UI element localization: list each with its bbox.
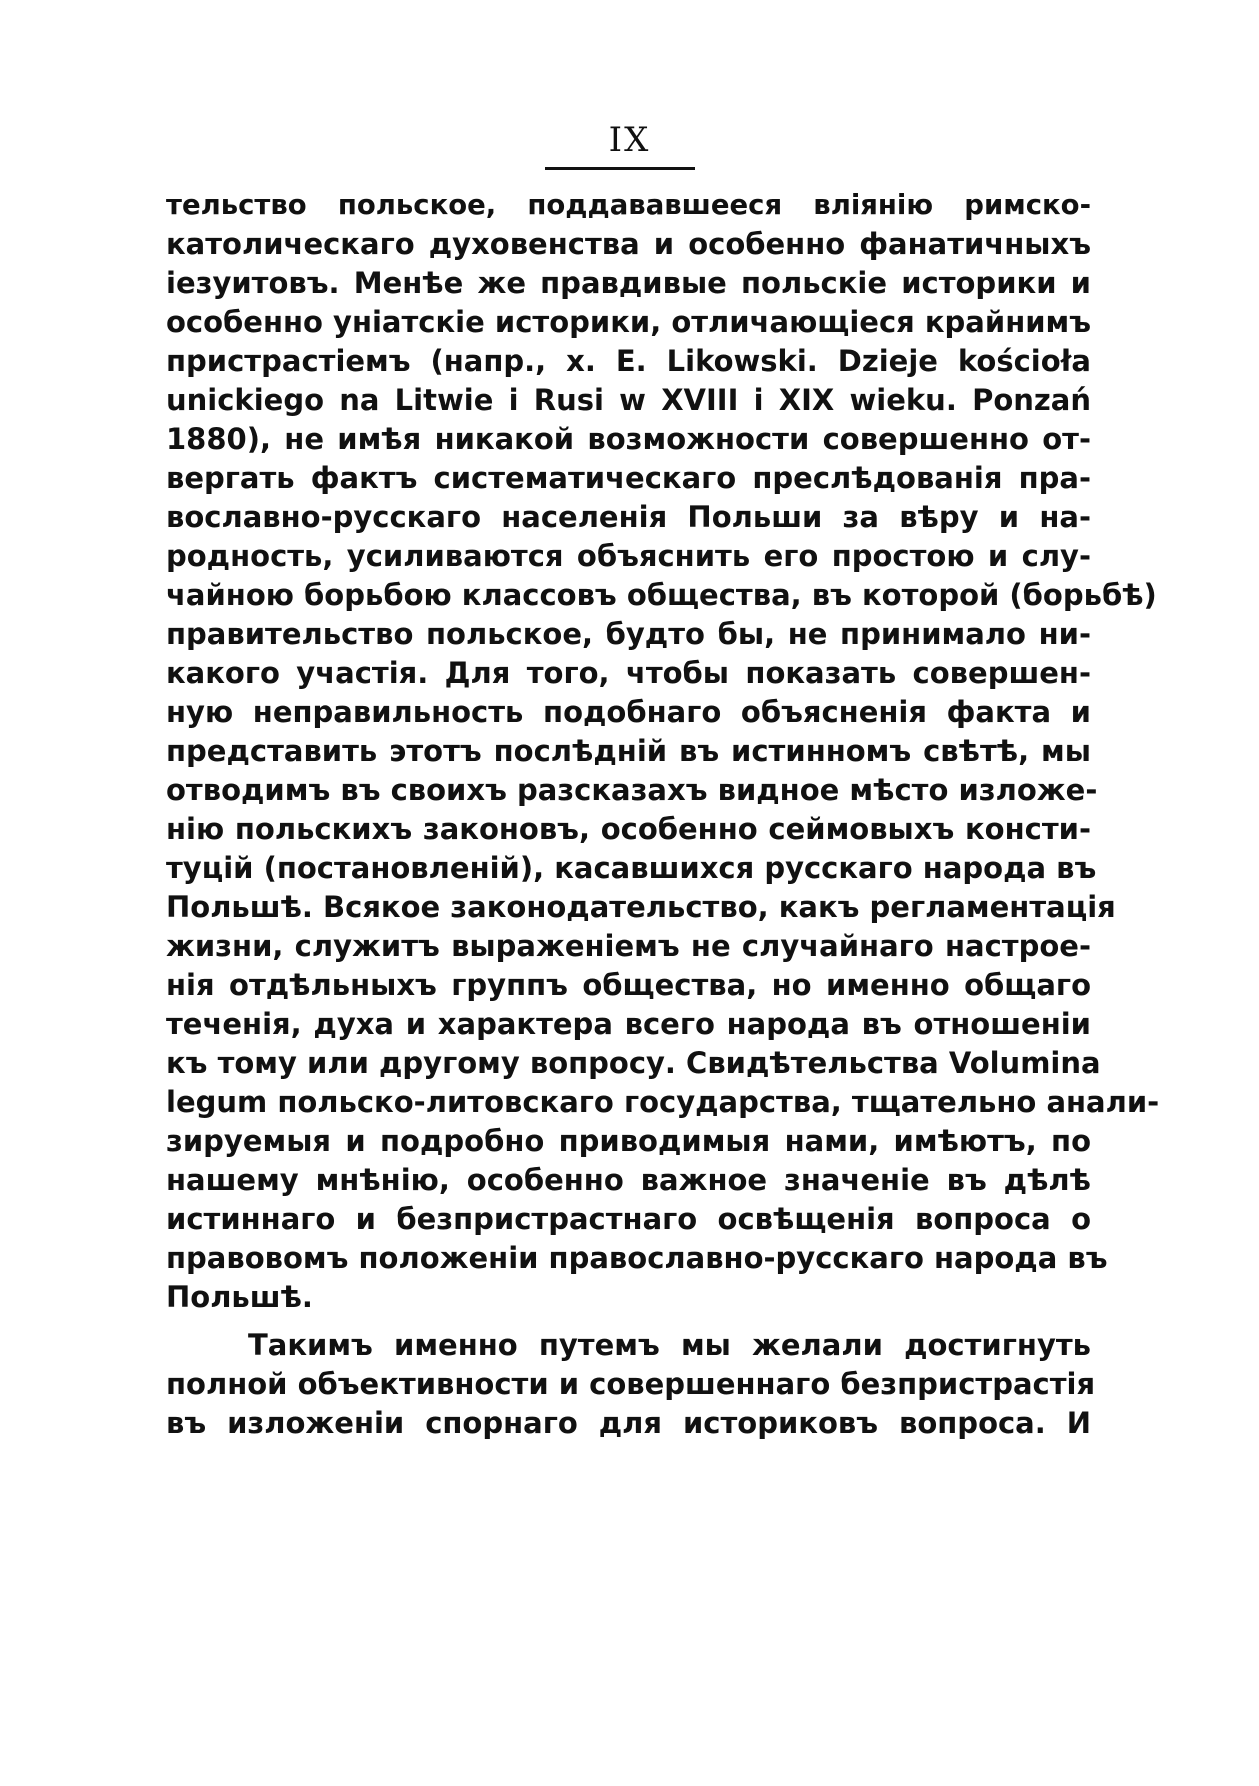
text-line: отводимъ въ своихъ разсказахъ видное мѣсто изложе- [166,773,1098,807]
text-line: туцій (постановленій), касавшихся русскаго народа въ [166,851,1097,885]
text-line: въ изложеніи спорнаго для историковъ вопроса. И [166,1406,1091,1440]
text-line: къ тому или другому вопросу. Свидѣтельства Volumina [166,1046,1101,1080]
text-line: правительство польское, будто бы, не принимало ни- [166,617,1091,651]
text-line: какого участія. Для того, чтобы показать совершен- [166,656,1091,690]
header-rule [545,167,695,170]
text-line: Польшѣ. Всякое законодательство, какъ регламентація [166,890,1116,924]
text-line: жизни, служитъ выраженіемъ не случайнаго настрое- [166,929,1091,963]
body-text [0,183,1259,1743]
text-line: вергать фактъ систематическаго преслѣдованія пра- [166,461,1091,495]
text-line: unickiego na Litwie i Rusi w XVIII i XIX wieku. Ponzań [166,383,1091,417]
text-line: католическаго духовенства и особенно фанатичныхъ [166,227,1091,261]
text-line: вославно-русскаго населенія Польши за вѣру и на- [166,500,1091,534]
text-line: полной объективности и совершеннаго безпристрастія [166,1367,1096,1401]
text-line: іезуитовъ. Менѣе же правдивые польскіе историки и [166,266,1091,300]
text-line: особенно уніатскіе историки, отличающіеся крайнимъ [166,305,1092,339]
page-number: IX [608,120,651,160]
text-line: истиннаго и безпристрастнаго освѣщенія вопроса о [166,1202,1091,1236]
text-line: правовомъ положеніи православно-русскаго народа въ [166,1241,1108,1275]
text-line: теченія, духа и характера всего народа въ отношеніи [166,1007,1091,1041]
text-line: нашему мнѣнію, особенно важное значеніе въ дѣлѣ [166,1163,1091,1197]
text-line: зируемыя и подробно приводимыя нами, имѣютъ, по [166,1124,1091,1158]
text-line: Польшѣ. [166,1280,313,1314]
text-line: нія отдѣльныхъ группъ общества, но именно общаго [166,968,1091,1002]
text-line: 1880), не имѣя никакой возможности совершенно от- [166,422,1091,456]
text-line: ную неправильность подобнаго объясненія факта и [166,695,1091,729]
text-line: представить этотъ послѣдній въ истинномъ свѣтѣ, мы [166,734,1091,768]
text-line: тельство польское, поддававшееся вліянію римско- [166,189,1091,221]
text-line: чайною борьбою классовъ общества, въ которой (борьбѣ) [166,578,1157,612]
text-line: нію польскихъ законовъ, особенно сеймовыхъ консти- [166,812,1091,846]
text-line: пристрастіемъ (напр., х. E. Likowski. Dzieje kościoła [166,344,1091,378]
text-line: Такимъ именно путемъ мы желали достигнуть [248,1328,1091,1362]
text-line: родность, усиливаются объяснить его простою и слу- [166,539,1091,573]
text-line: legum польско-литовскаго государства, тщательно анали- [166,1085,1160,1119]
